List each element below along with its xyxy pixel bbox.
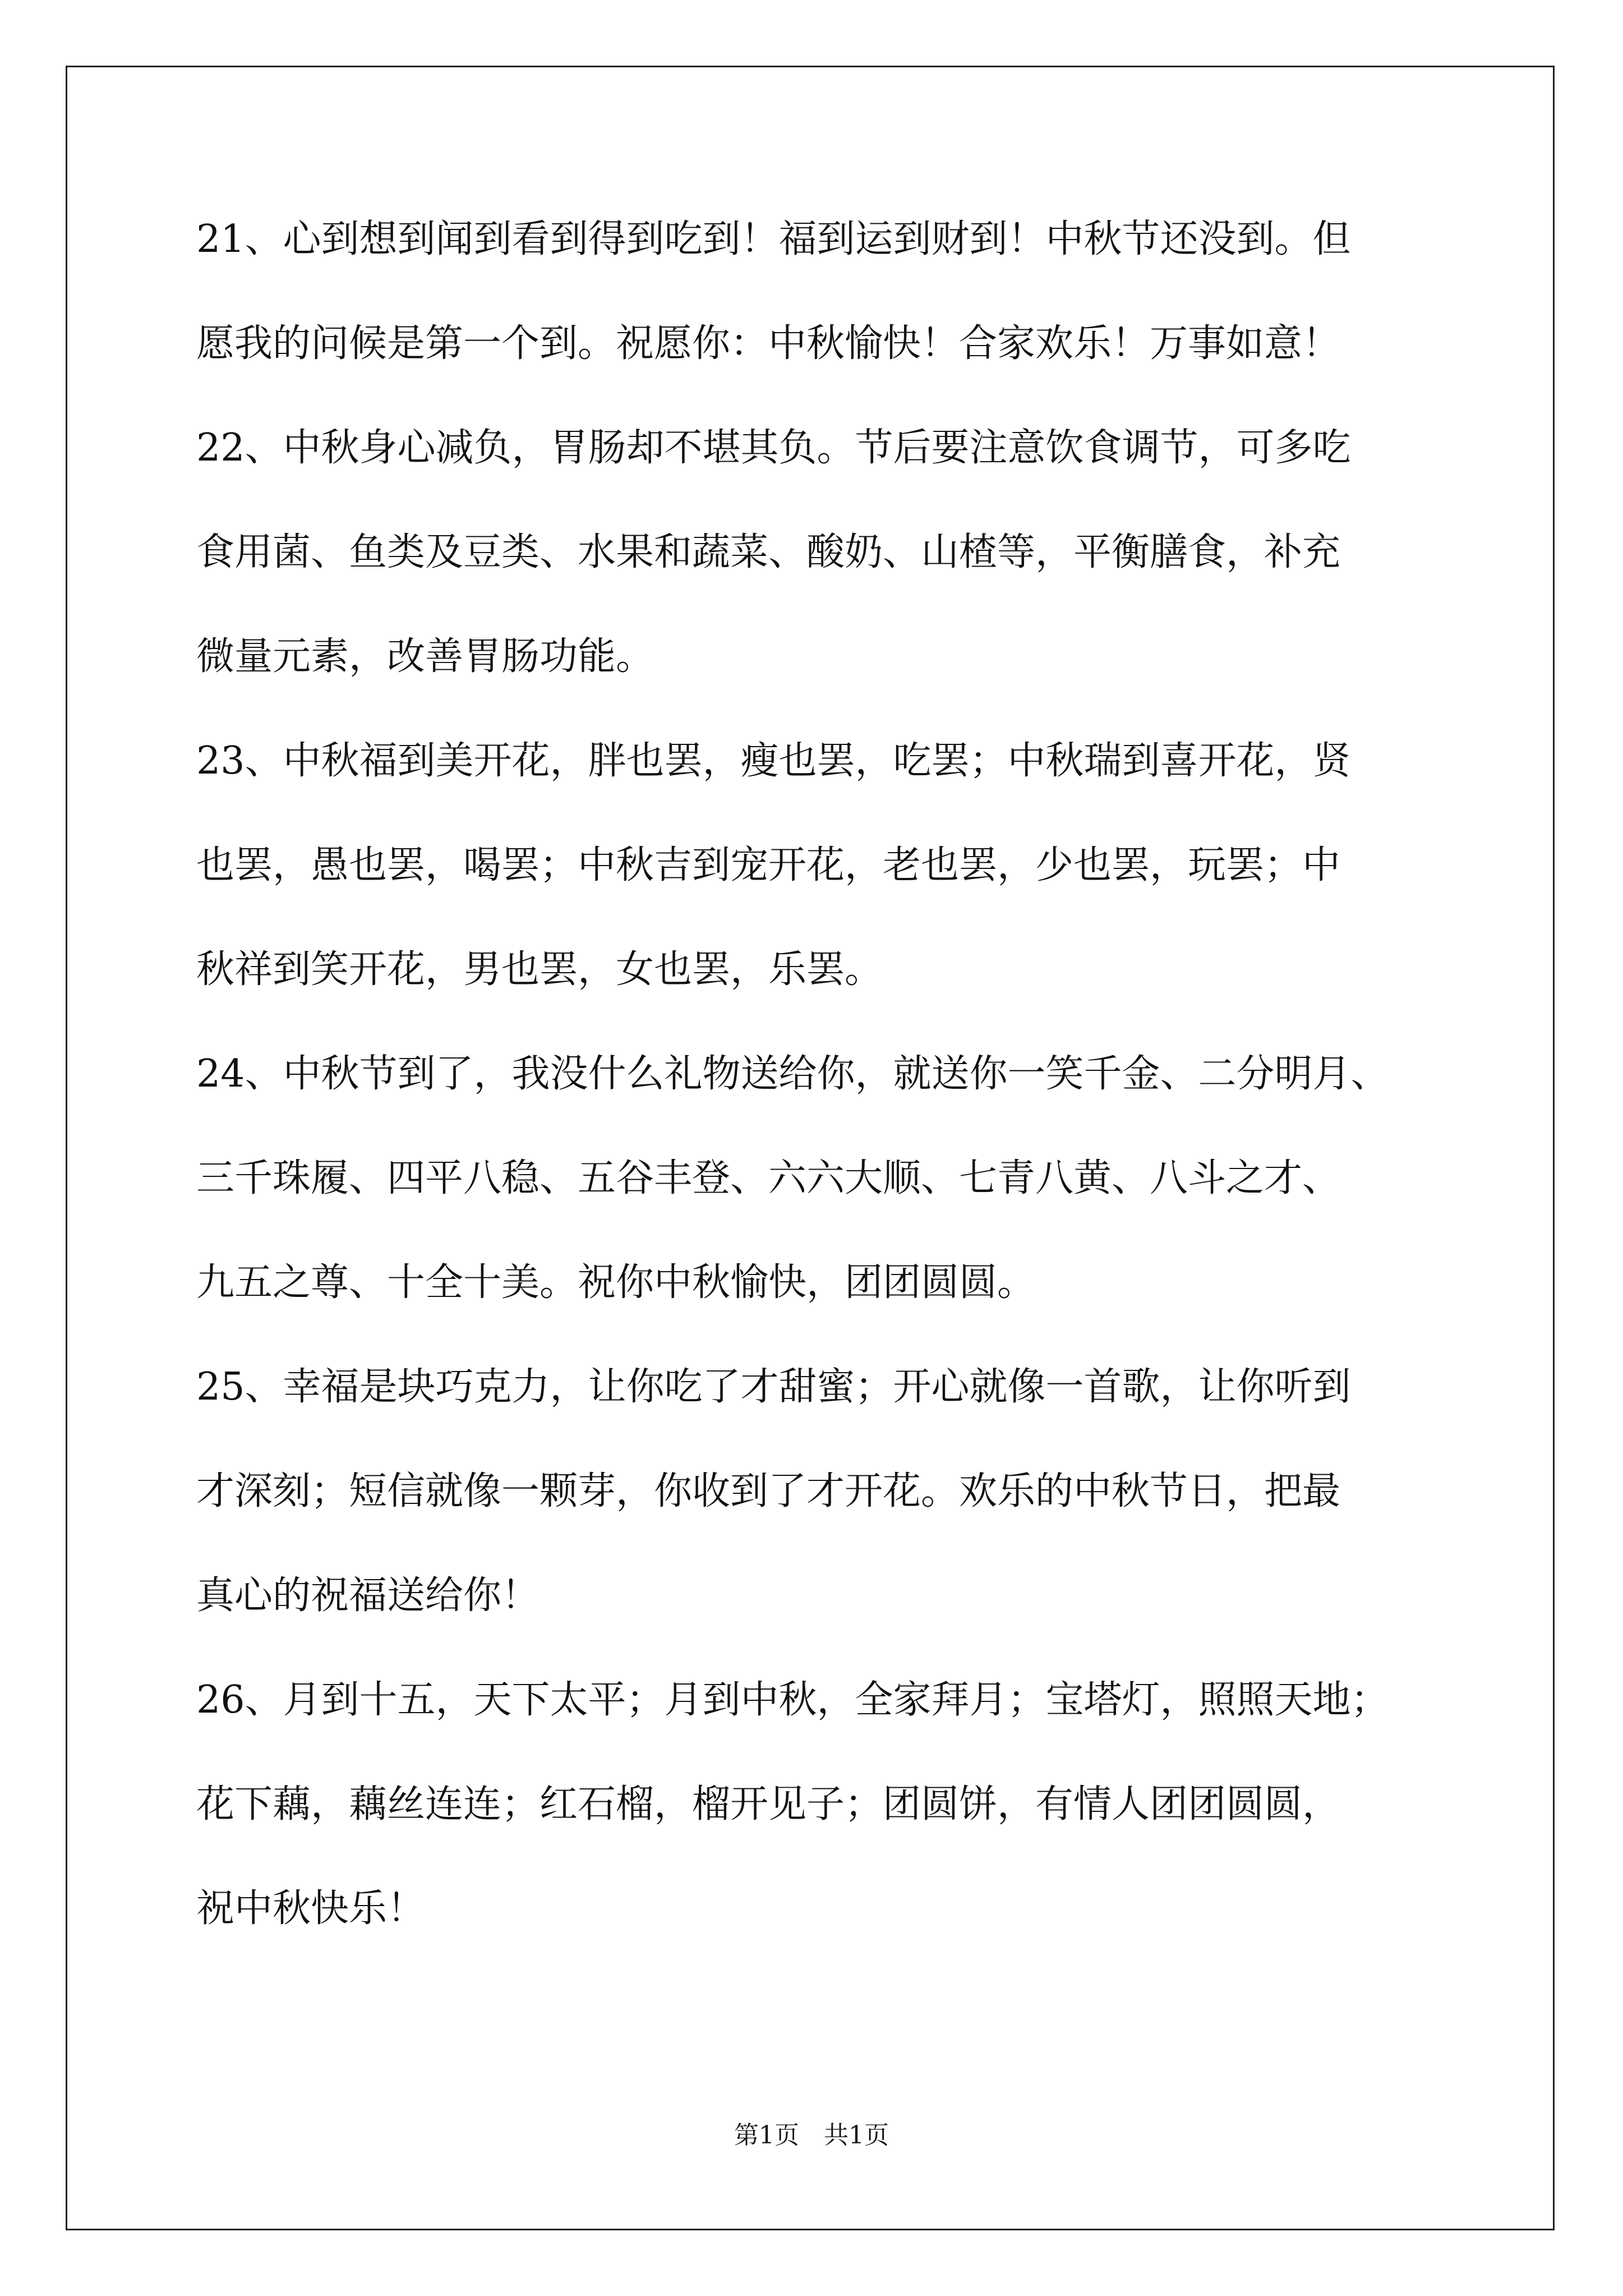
text-line: 食用菌、鱼类及豆类、水果和蔬菜、酸奶、山楂等，平衡膳食，补充 <box>196 530 1341 574</box>
text-line: 也罢，愚也罢，喝罢；中秋吉到宠开花，老也罢，少也罢，玩罢；中 <box>196 843 1341 887</box>
text-line: 24、中秋节到了，我没什么礼物送给你，就送你一笑千金、二分明月、 <box>196 1052 1389 1096</box>
text-line: 愿我的问候是第一个到。祝愿你：中秋愉快！合家欢乐！万事如意！ <box>196 321 1341 366</box>
text-line: 22、中秋身心减负，胃肠却不堪其负。节后要注意饮食调节，可多吃 <box>196 426 1351 470</box>
text-line: 微量元素，改善胃肠功能。 <box>196 634 654 679</box>
document-body <box>196 213 1458 1987</box>
text-line: 21、心到想到闻到看到得到吃到！福到运到财到！中秋节还没到。但 <box>196 217 1351 261</box>
page-footer: 第1页 共1页 <box>734 2121 889 2150</box>
text-line: 26、月到十五，天下太平；月到中秋，全家拜月；宝塔灯，照照天地； <box>196 1678 1389 1722</box>
text-line: 23、中秋福到美开花，胖也罢，瘦也罢，吃罢；中秋瑞到喜开花，贤 <box>196 739 1351 783</box>
text-line: 真心的祝福送给你！ <box>196 1573 540 1618</box>
text-line: 祝中秋快乐！ <box>196 1887 426 1931</box>
text-line: 25、幸福是块巧克力，让你吃了才甜蜜；开心就像一首歌，让你听到 <box>196 1365 1351 1409</box>
text-line: 三千珠履、四平八稳、五谷丰登、六六大顺、七青八黄、八斗之才、 <box>196 1156 1341 1200</box>
text-line: 才深刻；短信就像一颗芽，你收到了才开花。欢乐的中秋节日，把最 <box>196 1469 1341 1513</box>
text-line: 九五之尊、十全十美。祝你中秋愉快，团团圆圆。 <box>196 1260 1036 1305</box>
text-line: 花下藕，藕丝连连；红石榴，榴开见子；团圆饼，有情人团团圆圆， <box>196 1782 1341 1826</box>
text-line: 秋祥到笑开花，男也罢，女也罢，乐罢。 <box>196 947 883 992</box>
